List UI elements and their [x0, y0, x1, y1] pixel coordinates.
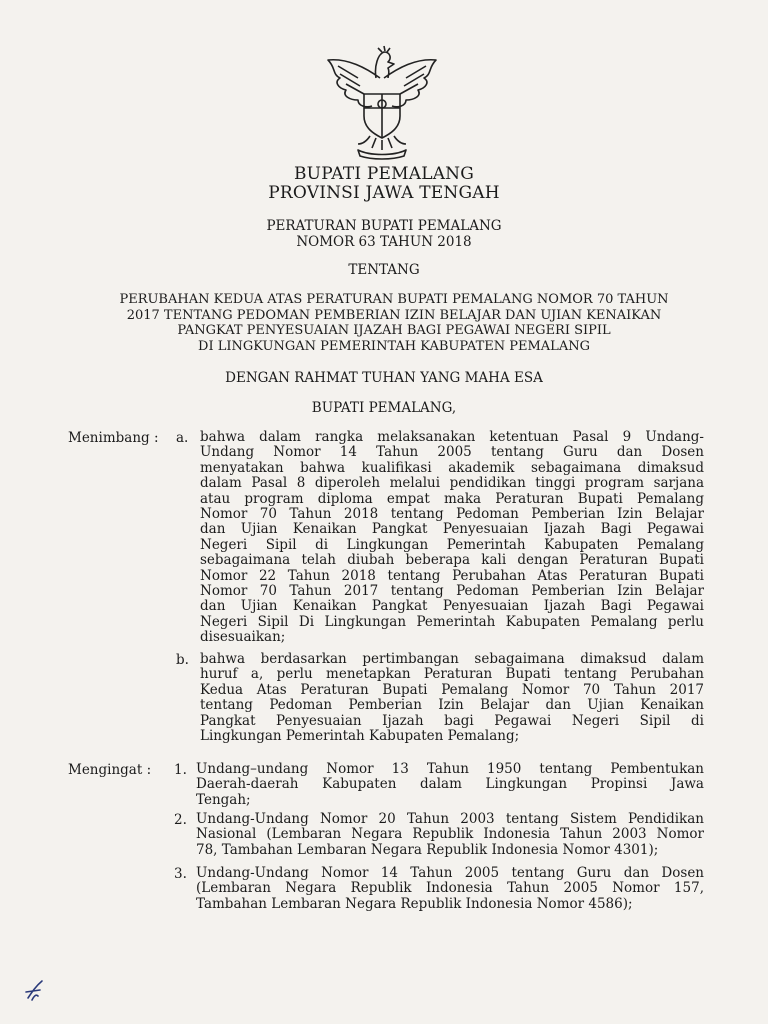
about-label: TENTANG	[348, 262, 420, 278]
text-line: disesuaikan;	[200, 629, 286, 646]
authority-line: BUPATI PEMALANG,	[311, 400, 457, 416]
initial-mark-icon	[22, 978, 52, 1004]
text-line: Kedua Atas Peraturan Bupati Pemalang Nomor 70 Tahun 2017	[200, 681, 704, 698]
regulation-subject	[80, 292, 708, 354]
subject-line: PANGKAT PENYESUAIAN IJAZAH BAGI PEGAWAI NEGERI SIPIL	[177, 323, 611, 338]
text-line: Tengah;	[196, 791, 251, 808]
item-marker: 1.	[174, 762, 187, 778]
subject-line: DI LINGKUNGAN PEMERINTAH KABUPATEN PEMALANG	[198, 338, 590, 354]
text-line: Nasional (Lembaran Negara Republik Indonesia Tahun 2003 Nomor	[196, 826, 704, 843]
mengingat-label: Mengingat :	[68, 762, 152, 778]
text-line: bahwa dalam rangka melaksanakan ketentuan Pasal 9 Undang-	[200, 429, 704, 445]
text-line: Undang–undang Nomor 13 Tahun 1950 tentang Pembentukan	[196, 761, 704, 777]
text-line: Tambahan Lembaran Negara Republik Indonesia Nomor 4586);	[196, 895, 633, 912]
text-line: Lingkungan Pemerintah Kabupaten Pemalang;	[200, 728, 520, 745]
menimbang-item-b	[200, 652, 704, 744]
text-line: dan Ujian Kenaikan Pangkat Penyesuaian Ijazah Bagi Pegawai	[200, 521, 704, 538]
text-line: (Lembaran Negara Republik Indonesia Tahun 2005 Nomor 157,	[196, 880, 704, 897]
text-line: huruf a, perlu menetapkan Peraturan Bupati tentang Perubahan	[200, 666, 704, 683]
text-line: dan Ujian Kenaikan Pangkat Penyesuaian Ijazah Bagi Pegawai	[200, 598, 704, 615]
header-line-province: PROVINSI JAWA TENGAH	[268, 183, 500, 203]
text-line: Undang-Undang Nomor 14 Tahun 2005 tentang Guru dan Dosen	[196, 865, 704, 881]
text-line: bahwa berdasarkan pertimbangan sebagaimana dimaksud dalam	[200, 651, 704, 667]
text-line: Undang Nomor 14 Tahun 2005 tentang Guru dan Dosen	[200, 444, 704, 461]
item-marker: a.	[176, 430, 189, 446]
regulation-title: PERATURAN BUPATI PEMALANG	[266, 218, 502, 234]
text-line: dalam Pasal 8 diperoleh melalui pendidikan tinggi program sarjana	[200, 475, 704, 492]
garuda-emblem-icon	[318, 38, 446, 162]
mengingat-item-1	[196, 762, 704, 808]
text-line: sebagaimana telah diubah beberapa kali dengan Peraturan Bupati	[200, 552, 704, 569]
text-line: menyatakan bahwa kualifikasi akademik sebagaimana dimaksud	[200, 459, 704, 476]
text-line: Nomor 22 Tahun 2018 tentang Perubahan Atas Peraturan Bupati	[200, 567, 704, 584]
text-line: tentang Pedoman Pemberian Izin Belajar dan Ujian Kenaikan	[200, 697, 704, 714]
item-marker: 2.	[174, 812, 187, 828]
mengingat-item-2	[196, 812, 704, 858]
menimbang-label: Menimbang :	[68, 430, 159, 446]
subject-line: PERUBAHAN KEDUA ATAS PERATURAN BUPATI PEMALANG NOMOR 70 TAHUN	[119, 292, 669, 307]
text-line: Pangkat Penyesuaian Ijazah bagi Pegawai Negeri Sipil di	[200, 712, 704, 729]
text-line: Nomor 70 Tahun 2018 tentang Pedoman Pemberian Izin Belajar	[200, 506, 704, 523]
text-line: atau program diploma empat maka Peraturan Bupati Pemalang	[200, 490, 704, 507]
header-line-bupati: BUPATI PEMALANG	[293, 164, 475, 184]
regulation-number: NOMOR 63 TAHUN 2018	[296, 234, 472, 250]
text-line: Undang-Undang Nomor 20 Tahun 2003 tentang Sistem Pendidikan	[196, 811, 704, 827]
mengingat-item-3	[196, 866, 704, 912]
item-marker: b.	[176, 652, 189, 668]
text-line: Nomor 70 Tahun 2017 tentang Pedoman Pemberian Izin Belajar	[200, 583, 704, 600]
text-line: Negeri Sipil Di Lingkungan Pemerintah Kabupaten Pemalang perlu	[200, 613, 704, 630]
text-line: Negeri Sipil di Lingkungan Pemerintah Kabupaten Pemalang	[200, 536, 704, 553]
menimbang-item-a	[200, 430, 704, 646]
text-line: Daerah-daerah Kabupaten dalam Lingkungan Propinsi Jawa	[196, 776, 704, 793]
text-line: 78, Tambahan Lembaran Negara Republik Indonesia Nomor 4301);	[196, 841, 659, 858]
subject-line: 2017 TENTANG PEDOMAN PEMBERIAN IZIN BELAJAR DAN UJIAN KENAIKAN	[126, 307, 662, 323]
blessing-line: DENGAN RAHMAT TUHAN YANG MAHA ESA	[225, 370, 543, 386]
item-marker: 3.	[174, 866, 187, 882]
